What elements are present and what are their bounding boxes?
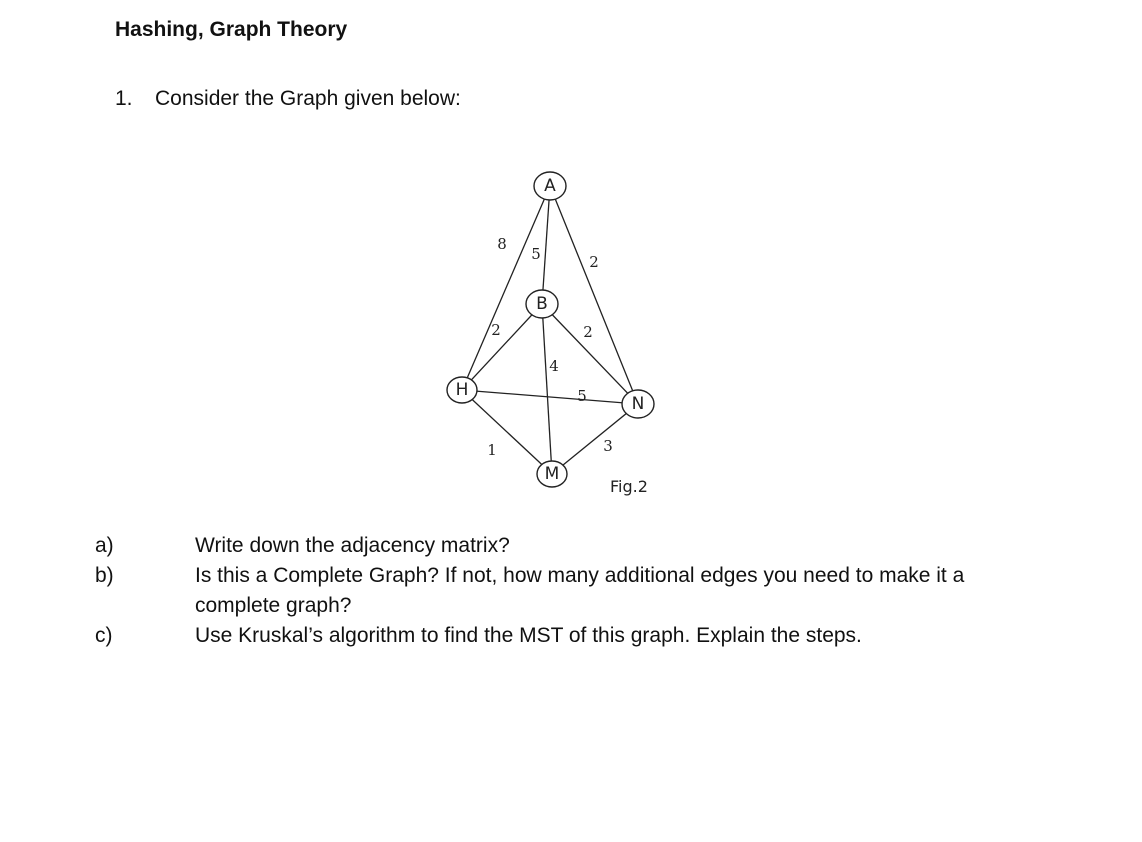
node-label-h: H xyxy=(455,380,469,400)
node-b xyxy=(526,290,558,318)
edge-b-h xyxy=(462,304,542,390)
part-c-letter: c) xyxy=(95,624,113,647)
graph-figure xyxy=(430,160,700,510)
edge-weight-h-m: 1 xyxy=(487,441,497,459)
document-heading: Hashing, Graph Theory xyxy=(115,18,348,41)
part-a-letter: a) xyxy=(95,534,114,557)
edge-weight-b-n: 2 xyxy=(583,323,593,341)
edge-h-n xyxy=(462,390,638,404)
edge-a-b xyxy=(542,186,550,304)
edge-weight-h-n: 5 xyxy=(577,387,587,405)
edge-weight-a-n: 2 xyxy=(589,253,599,271)
node-a xyxy=(534,172,566,200)
edge-weight-a-h: 8 xyxy=(497,235,507,253)
part-a-text: Write down the adjacency matrix? xyxy=(195,534,510,557)
part-c-text: Use Kruskal’s algorithm to find the MST of this graph. Explain the steps. xyxy=(195,624,862,647)
node-h xyxy=(447,377,477,403)
edge-b-m xyxy=(542,304,552,474)
node-label-b: B xyxy=(536,294,548,314)
node-label-n: N xyxy=(631,394,645,414)
node-m xyxy=(537,461,567,487)
edge-m-n xyxy=(552,404,638,474)
node-label-a: A xyxy=(544,176,556,196)
edge-b-n xyxy=(542,304,638,404)
node-n xyxy=(622,390,654,418)
figure-caption: Fig.2 xyxy=(610,477,648,496)
edge-weight-b-m: 4 xyxy=(549,357,559,375)
question-number: 1. xyxy=(115,87,133,110)
edge-a-h xyxy=(462,186,550,390)
node-label-m: M xyxy=(544,464,560,484)
graph-diagram xyxy=(430,160,700,510)
part-b-text: Is this a Complete Graph? If not, how many additional edges you need to make it a complete graph? xyxy=(195,564,965,617)
edge-h-m xyxy=(462,390,552,474)
question-1 xyxy=(115,87,461,111)
edge-weight-b-h: 2 xyxy=(491,321,501,339)
edge-a-n xyxy=(550,186,638,404)
part-b-letter: b) xyxy=(95,564,114,587)
edge-weight-m-n: 3 xyxy=(603,437,613,455)
question-text: Consider the Graph given below: xyxy=(155,87,461,110)
edge-weight-a-b: 5 xyxy=(531,245,541,263)
